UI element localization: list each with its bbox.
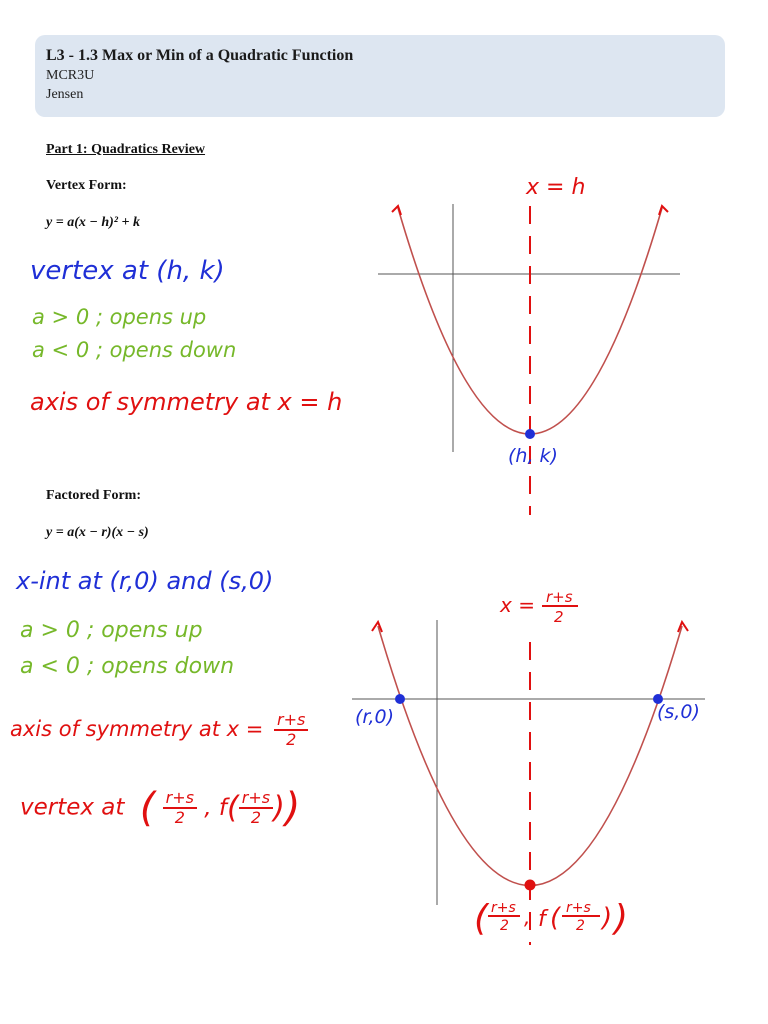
inner-close-paren: ) <box>273 790 285 826</box>
right-arrow-icon <box>659 206 668 215</box>
vertex-y-numerator: r+s <box>239 789 273 809</box>
vertex-label-open-paren: ( <box>474 898 489 939</box>
function-f: f <box>218 795 228 821</box>
axis-fraction <box>274 711 308 749</box>
graph-axis-label-denominator: 2 <box>554 608 564 626</box>
factored-form-equation: y = a(x − r)(x − s) <box>46 525 149 540</box>
axis-fraction-numerator: r+s <box>274 711 308 731</box>
vertex-label-f: f <box>538 907 546 932</box>
vertex-label-y-denominator: 2 <box>576 918 585 934</box>
note-factored-opens-up: a > 0 ; opens up <box>20 618 203 643</box>
vertex-y-denominator: 2 <box>250 808 261 827</box>
vertex-label-close-paren: ) <box>614 898 629 939</box>
comma: , <box>204 795 212 821</box>
vertex-x-fraction <box>163 789 197 827</box>
left-arrow-icon <box>392 206 401 215</box>
graph-vertex-label: (h, k) <box>508 445 558 467</box>
vertex-x-numerator: r+s <box>163 789 197 809</box>
vertex-form-label: Vertex Form: <box>46 178 127 193</box>
parabola-curve <box>378 626 682 886</box>
note-factored-axis <box>10 711 308 749</box>
vertex-label-inner-open: ( <box>550 903 561 933</box>
right-arrow-icon <box>678 622 688 632</box>
right-root-label: (s,0) <box>657 701 700 723</box>
note-opens-down: a < 0 ; opens down <box>32 338 237 362</box>
teacher-name: Jensen <box>46 87 84 102</box>
note-opens-up: a > 0 ; opens up <box>32 305 207 329</box>
page-title: L3 - 1.3 Max or Min of a Quadratic Function <box>46 47 354 64</box>
graph-axis-label: x = h <box>526 175 586 200</box>
graph-axis-label-numerator: r+s <box>546 588 573 606</box>
note-factored-opens-down: a < 0 ; opens down <box>20 654 235 679</box>
note-vertex: vertex at (h, k) <box>30 256 225 286</box>
close-paren: ) <box>284 785 301 831</box>
vertex-label-comma: , <box>524 905 531 929</box>
vertex-label-inner-close: ) <box>602 903 613 933</box>
vertex-x-denominator: 2 <box>174 808 185 827</box>
vertex-label-x-denominator: 2 <box>500 918 509 934</box>
left-arrow-icon <box>372 622 382 632</box>
vertex-label-y-numerator: r+s <box>566 900 591 916</box>
vertex-point <box>525 429 535 439</box>
graph-axis-label-x: x = <box>500 593 535 617</box>
factored-form-label: Factored Form: <box>46 488 141 503</box>
vertex-text: vertex at <box>20 794 125 821</box>
vertex-form-graph <box>370 170 690 520</box>
vertex-label-x-numerator: r+s <box>491 900 516 916</box>
vertex-point <box>525 880 536 891</box>
vertex-y-fraction <box>239 789 273 827</box>
header-box <box>35 35 725 117</box>
note-axis-symmetry: axis of symmetry at x = h <box>30 388 343 416</box>
left-root-point <box>395 694 405 704</box>
axis-text: axis of symmetry at x = <box>10 717 264 741</box>
left-root-label: (r,0) <box>355 706 395 728</box>
factored-form-graph <box>350 590 710 950</box>
axis-fraction-denominator: 2 <box>286 730 297 749</box>
note-factored-vertex <box>20 785 300 831</box>
inner-open-paren: ( <box>227 790 239 826</box>
open-paren: ( <box>139 785 156 831</box>
course-code: MCR3U <box>46 68 95 83</box>
note-x-intercepts: x-int at (r,0) and (s,0) <box>16 567 274 595</box>
section-heading: Part 1: Quadratics Review <box>46 142 206 157</box>
vertex-form-equation: y = a(x − h)² + k <box>46 215 140 230</box>
